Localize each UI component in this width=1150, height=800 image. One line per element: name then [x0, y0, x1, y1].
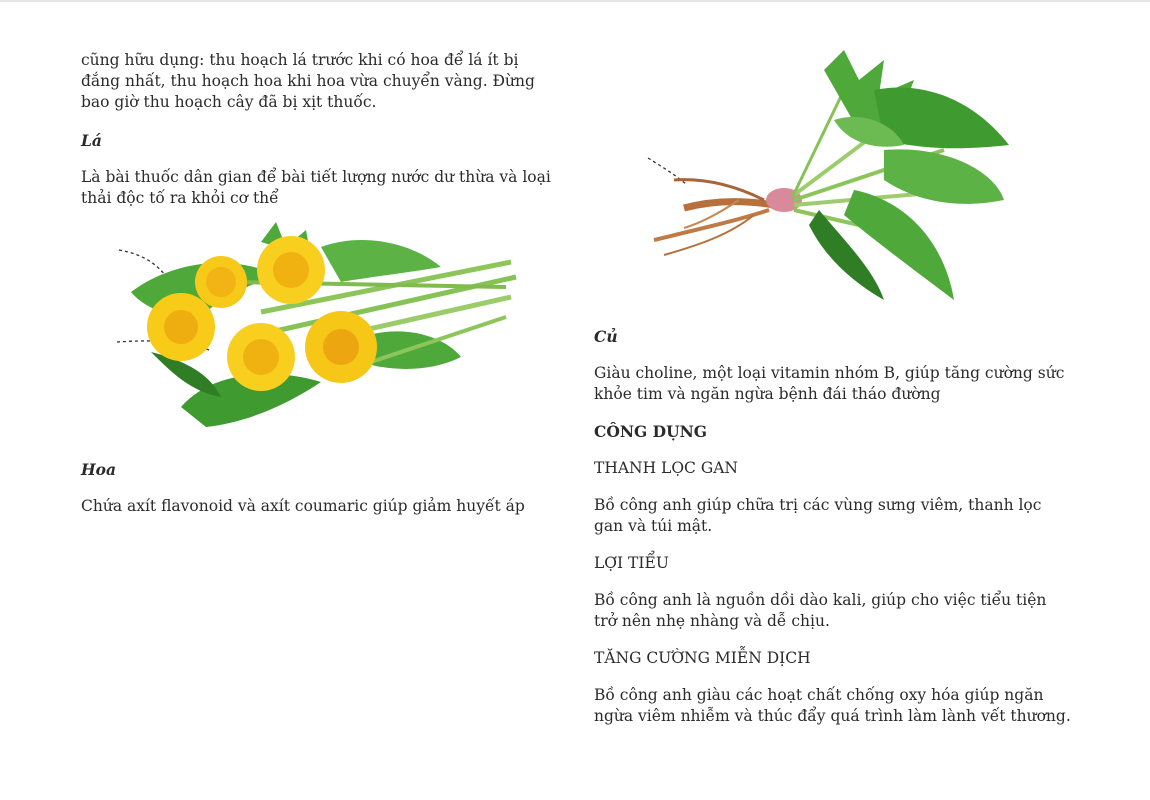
flower-description: Chứa axít flavonoid và axít coumaric giúp giảm huyết áp — [81, 497, 525, 515]
intro-paragraph: cũng hữu dụng: thu hoạch lá trước khi có hoa để lá ít bị đắng nhất, thu hoạch hoa khi hoa vừa chuyển vàng. Đừng bao giờ thu hoạch cây đã bị xịt thuốc. — [81, 51, 535, 111]
use-liver-text: Bồ công anh giúp chữa trị các vùng sưng viêm, thanh lọc gan và túi mật. — [594, 496, 1042, 535]
flower-1 — [195, 256, 247, 308]
uses-heading: CÔNG DỤNG — [594, 422, 708, 441]
use-diuretic-text: Bồ công anh là nguồn dồi dào kali, giúp cho việc tiểu tiện trở nên nhẹ nhàng và dễ chịu. — [594, 591, 1047, 630]
leaf-heading: Lá — [81, 131, 102, 150]
use-liver-title: THANH LỌC GAN — [594, 459, 738, 477]
flower-heading: Hoa — [81, 460, 117, 479]
root-heading: Củ — [594, 327, 618, 346]
root-description: Giàu choline, một loại vitamin nhóm B, giúp tăng cường sức khỏe tim và ngăn ngừa bệnh đái tháo đường — [594, 364, 1065, 403]
dandelion-root-image — [644, 50, 1024, 310]
leaf-description: Là bài thuốc dân gian để bài tiết lượng nước dư thừa và loại thải độc tố ra khỏi cơ thể — [81, 168, 551, 207]
use-immune-title: TĂNG CƯỜNG MIỄN DỊCH — [594, 649, 811, 667]
use-diuretic-title: LỢI TIỂU — [594, 554, 669, 572]
page-top-border — [0, 0, 1150, 2]
use-immune-text: Bồ công anh giàu các hoạt chất chống oxy hóa giúp ngăn ngừa viêm nhiễm và thúc đẩy quá trình làm lành vết thương. — [594, 686, 1071, 725]
dandelion-flowers-image — [111, 222, 551, 442]
